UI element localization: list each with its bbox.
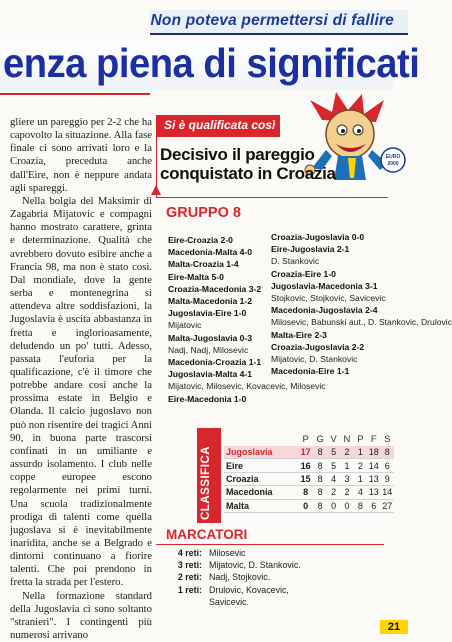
match-result: Eire-Jugoslavia 2-1 bbox=[271, 244, 350, 255]
points-cell: 17 bbox=[298, 446, 314, 459]
badge-label: Si è qualificata così bbox=[164, 118, 276, 132]
standings-column-header: N bbox=[343, 434, 351, 445]
match-scorers: Mijatovic, Milosevic, Kovacevic, Milosevic bbox=[168, 381, 326, 392]
section-title: Non poteva permettersi di fallire bbox=[150, 12, 394, 29]
stat-cell: 8 bbox=[313, 472, 326, 485]
match-result: Jugoslavia-Malta 4-1 bbox=[168, 369, 253, 380]
results-list-right bbox=[271, 231, 452, 377]
body-paragraph: Nella bolgia del Maksimir di Zagabria Mijatovic e compagni hanno mostrato carattere, grinta e determinazione. Qualità che avrebbero dovuto esibire anche a Francia 98, ma non è stato così. Dal mondiale, dove la gente serba e montenegrina si attendeva altre soddisfazioni, la Jugoslavia è uscita abbastanza in fretta e inglorioasamente, deludendo un po' tutti. Adesso, passata l'euforia per la qualificazione, c'è il timore che potrebbe andare così anche la prossima estate in Belgio e Olanda. Il calcio jugoslavo non può non risentire dei tragici Anni 90, in buona parte trascorsi confinati in un umiliante e assurdo isolamento. I club nelle coppe europee escono regolarmente nei primi turni. Una scuola tradizionalmente prodiga di talenti come quella jugoslava si è inevitabilmente inaridita, anche se a Belgrado e dintorni continuano a fiorire talenti. Che poi prendono in fretta la strada per l'estero. bbox=[10, 194, 152, 589]
match-result: Malta-Eire 2-3 bbox=[271, 329, 327, 340]
match-result: Eire-Croazia 2-0 bbox=[168, 235, 233, 245]
points-cell: 16 bbox=[298, 459, 314, 472]
scorer-names: Savicevic. bbox=[209, 596, 249, 607]
match-result: Jugoslavia-Macedonia 3-1 bbox=[271, 280, 378, 291]
stat-cell: 0 bbox=[327, 499, 340, 512]
euro-logo-line2: 2000 bbox=[387, 161, 399, 167]
standings-row bbox=[224, 499, 394, 512]
arrow-up-icon bbox=[151, 185, 161, 195]
standings-label: CLASSIFICA bbox=[200, 446, 212, 520]
stat-cell: 14 bbox=[368, 460, 379, 471]
match-result: Eire-Macedonia 1-0 bbox=[168, 393, 247, 404]
standings-row bbox=[224, 459, 394, 472]
stat-cell: 2 bbox=[327, 486, 340, 499]
scorer-row bbox=[156, 547, 392, 559]
standings-row bbox=[224, 486, 394, 499]
match-scorers: Milosevic, Babunski aut., D. Stankovic, Drulovic bbox=[271, 317, 452, 328]
stat-cell: 3 bbox=[340, 472, 353, 485]
scorers-list bbox=[156, 547, 392, 608]
match-result: Malta-Croazia 1-4 bbox=[168, 259, 239, 270]
stat-cell: 13 bbox=[368, 487, 379, 498]
stat-cell: 5 bbox=[327, 446, 340, 459]
panel-headline: Decisivo il pareggio conquistato in Croazia bbox=[160, 145, 336, 183]
scorer-names: Milosevic bbox=[209, 548, 246, 558]
euro-logo-line1: EURO bbox=[385, 154, 401, 160]
match-result: Macedonia-Eire 1-1 bbox=[271, 366, 350, 377]
group-title: GRUPPO 8 bbox=[166, 205, 241, 221]
stat-cell: 8 bbox=[354, 499, 367, 512]
stat-cell: 2 bbox=[354, 459, 367, 472]
stat-cell: 2 bbox=[340, 486, 353, 499]
page-number: 21 bbox=[380, 620, 408, 634]
standings-column-header: V bbox=[330, 434, 337, 445]
stat-cell: 6 bbox=[367, 499, 380, 512]
standings-column-header: F bbox=[370, 434, 377, 445]
stat-cell: 1 bbox=[354, 472, 367, 485]
stat-cell: 27 bbox=[382, 500, 393, 511]
stat-cell: 8 bbox=[313, 486, 326, 499]
match-result: Macedonia-Croazia 1-1 bbox=[168, 357, 262, 368]
stat-cell: 9 bbox=[381, 472, 395, 485]
match-result: Malta-Macedonia 1-2 bbox=[168, 296, 253, 307]
stat-cell: 8 bbox=[313, 499, 326, 512]
stat-cell: 14 bbox=[382, 487, 393, 498]
scorers-title: MARCATORI bbox=[166, 527, 248, 542]
stat-cell: 18 bbox=[368, 447, 379, 458]
section-header-bar bbox=[150, 10, 408, 35]
match-result: Malta-Jugoslavia 0-3 bbox=[168, 332, 253, 343]
team-name: Jugoslavia bbox=[224, 446, 298, 459]
scorer-goals: 4 reti: bbox=[177, 548, 202, 558]
scorer-names: Nadj, Stojkovic. bbox=[209, 572, 271, 583]
stat-cell: 4 bbox=[354, 486, 367, 499]
match-result: Macedonia-Jugoslavia 2-4 bbox=[271, 305, 378, 316]
match-result: Macedonia-Malta 4-0 bbox=[168, 247, 253, 258]
team-name: Croazia bbox=[224, 472, 298, 485]
match-scorers: D. Stankovic bbox=[271, 256, 320, 267]
scorer-names: Drulovic, Kovacevic, bbox=[209, 584, 289, 595]
standings-label-block bbox=[197, 428, 221, 523]
match-result: Eire-Malta 5-0 bbox=[168, 271, 224, 282]
team-name: Eire bbox=[224, 459, 298, 472]
points-cell: 15 bbox=[298, 472, 314, 485]
stat-cell: 6 bbox=[381, 459, 395, 472]
panel-rule-horizontal bbox=[156, 197, 388, 198]
standings-column-header: G bbox=[316, 434, 324, 445]
match-result: Jugoslavia-Eire 1-0 bbox=[168, 308, 247, 319]
stat-cell: 13 bbox=[368, 473, 379, 484]
scorer-goals: 2 reti: bbox=[177, 572, 202, 583]
qualification-panel bbox=[156, 115, 452, 623]
stat-cell: 1 bbox=[354, 446, 367, 459]
standings-column-header: P bbox=[302, 434, 309, 445]
scorer-row bbox=[156, 584, 392, 596]
stat-cell: 5 bbox=[327, 459, 340, 472]
scorer-row bbox=[156, 596, 392, 608]
points-cell: 8 bbox=[298, 486, 314, 499]
standings-row bbox=[224, 472, 394, 485]
match-result: Croazia-Jugoslavia 0-0 bbox=[271, 232, 365, 242]
match-result: Croazia-Jugoslavia 2-2 bbox=[271, 341, 365, 352]
standings-column-header: S bbox=[384, 434, 391, 445]
scorer-goals: 1 reti: bbox=[177, 584, 202, 595]
red-divider bbox=[0, 93, 150, 95]
standings-row bbox=[224, 446, 394, 459]
stat-cell: 4 bbox=[327, 472, 340, 485]
match-scorers: Mijatovic bbox=[168, 320, 202, 331]
article-title: enza piena di significati bbox=[3, 40, 420, 86]
panel-badge bbox=[156, 115, 280, 137]
stat-cell: 8 bbox=[313, 446, 326, 459]
points-cell: 0 bbox=[298, 499, 314, 512]
match-scorers: Nadj, Nadj, Milosevic bbox=[168, 344, 249, 355]
match-result: Croazia-Macedonia 3-2 bbox=[168, 283, 262, 294]
team-name: Macedonia bbox=[224, 486, 298, 499]
scorers-rule bbox=[156, 544, 384, 545]
scorer-names: Mijatovic, D. Stankovic. bbox=[209, 560, 301, 571]
body-paragraph: gliere un pareggio per 2-2 che ha capovolto la situazione. Alla fase finale ci sono arrivati loro e la Croazia, preceduta anche dall'Eire, non è neppure andata agli spareggi. bbox=[10, 116, 152, 194]
stat-cell: 1 bbox=[340, 459, 353, 472]
match-scorers: Stojkovic, Stojkovic, Savicevic bbox=[271, 293, 386, 304]
match-scorers: Mijatovic, D. Stankovic bbox=[271, 354, 358, 365]
match-result: Croazia-Eire 1-0 bbox=[271, 268, 336, 279]
stat-cell: 8 bbox=[381, 446, 395, 459]
body-paragraph: Nella formazione standard della Jugoslavia ci sono soltanto "stranieri". I contingenti più numerosi arrivano bbox=[10, 589, 152, 642]
standings-column-header: P bbox=[357, 434, 364, 445]
stat-cell: 2 bbox=[340, 446, 353, 459]
team-name: Malta bbox=[224, 499, 298, 512]
stat-cell: 8 bbox=[313, 459, 326, 472]
article-body bbox=[10, 116, 152, 642]
stat-cell: 0 bbox=[340, 499, 353, 512]
scorer-goals: 3 reti: bbox=[177, 560, 202, 571]
standings-header-row bbox=[224, 433, 394, 446]
standings-table bbox=[224, 433, 394, 513]
scorer-row bbox=[156, 559, 392, 571]
scorer-row bbox=[156, 571, 392, 583]
